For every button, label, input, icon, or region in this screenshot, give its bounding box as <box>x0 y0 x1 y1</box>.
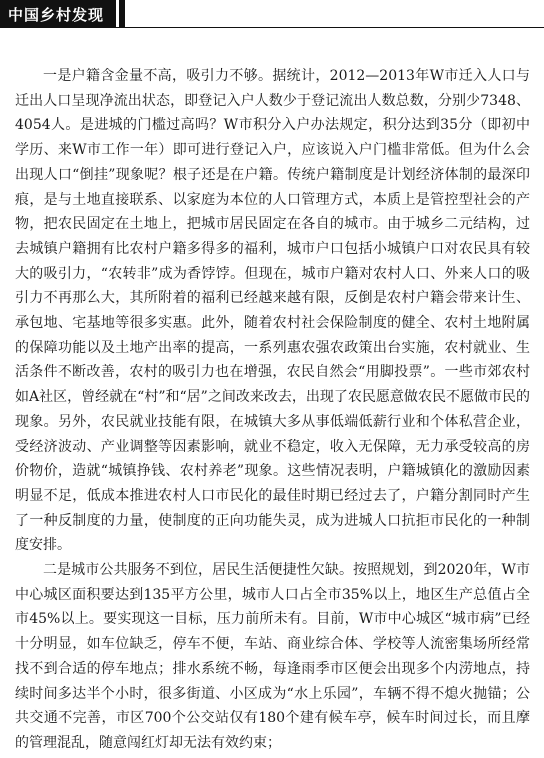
header-accent-bar <box>119 0 125 28</box>
paragraph-1: 一是户籍含金量不高，吸引力不够。据统计，2012—2013年W市迁入人口与迁出人口呈现净流出状态，即登记入户人数少于登记流出人数总数，分别少7348、4054人。是进城的门槛过高吗？W市积分入户办法规定，积分达到35分（即初中学历、来W市工作一年）即可进行登记入户，应该说入户门槛非常低。但为什么会出现人口“倒挂”现象呢？根子还是在户籍。传统户籍制度是计划经济体制的最深印痕，是与土地直接联系、以家庭为本位的人口管理方式，本质上是管控型社会的产物，把农民固定在土地上，把城市居民固定在各自的城市。由于城乡二元结构，过去城镇户籍拥有比农村户籍多得多的福利，城市户口包括小城镇户口对农民具有较大的吸引力，“农转非”成为香饽饽。但现在，城市户籍对农村人口、外来人口的吸引力不再那么大，其所附着的福利已经越来越有限，反倒是农村户籍会带来计生、承包地、宅基地等很多实惠。此外，随着农村社会保险制度的健全、农村土地附属的保障功能以及土地产出率的提高，一系列惠农强农政策出台实施，农村就业、生活条件不断改善，农村的吸引力也在增强，农民自然会“用脚投票”。一些市郊农村如A社区，曾经就在“村”和“居”之间改来改去，出现了农民愿意做农民不愿做市民的现象。另外，农民就业技能有限，在城镇大多从事低端低薪行业和个体私营企业，受经济波动、产业调整等因素影响，就业不稳定，收入无保障，无力承受较高的房价物价，造就“城镇挣钱、农村养老”现象。这些情况表明，户籍城镇化的激励因素明显不足，低成本推进农村人口市民化的最佳时期已经过去了，户籍分割同时产生了一种反制度的力量，使制度的正向功能失灵，成为进城人口抗拒市民化的一种制度安排。 <box>15 68 530 554</box>
header-rule <box>0 27 544 28</box>
article-body <box>15 64 530 756</box>
section-header-label: 中国乡村发现 <box>0 0 116 28</box>
paragraph-2: 二是城市公共服务不到位，居民生活便捷性欠缺。按照规划，到2020年，W市中心城区面积要达到135平方公里，城市人口占全市35%以上，地区生产总值占全市45%以上。要实现这一目标，压力前所未有。目前，W市中心城区“城市病”已经十分明显，如车位缺乏，停车不便，车站、商业综合体、学校等人流密集场所经常找不到合适的停车地点；排水系统不畅，每逢雨季市区便会出现多个内涝地点，持续时间多达半个小时，很多街道、小区成为“水上乐园”，车辆不得不熄火抛锚；公共交通不完善，市区700个公交站仅有180个建有候车亭，候车时间过长，而且摩的管理混乱，随意闯红灯却无法有效约束； <box>15 562 530 751</box>
section-header <box>0 0 125 28</box>
